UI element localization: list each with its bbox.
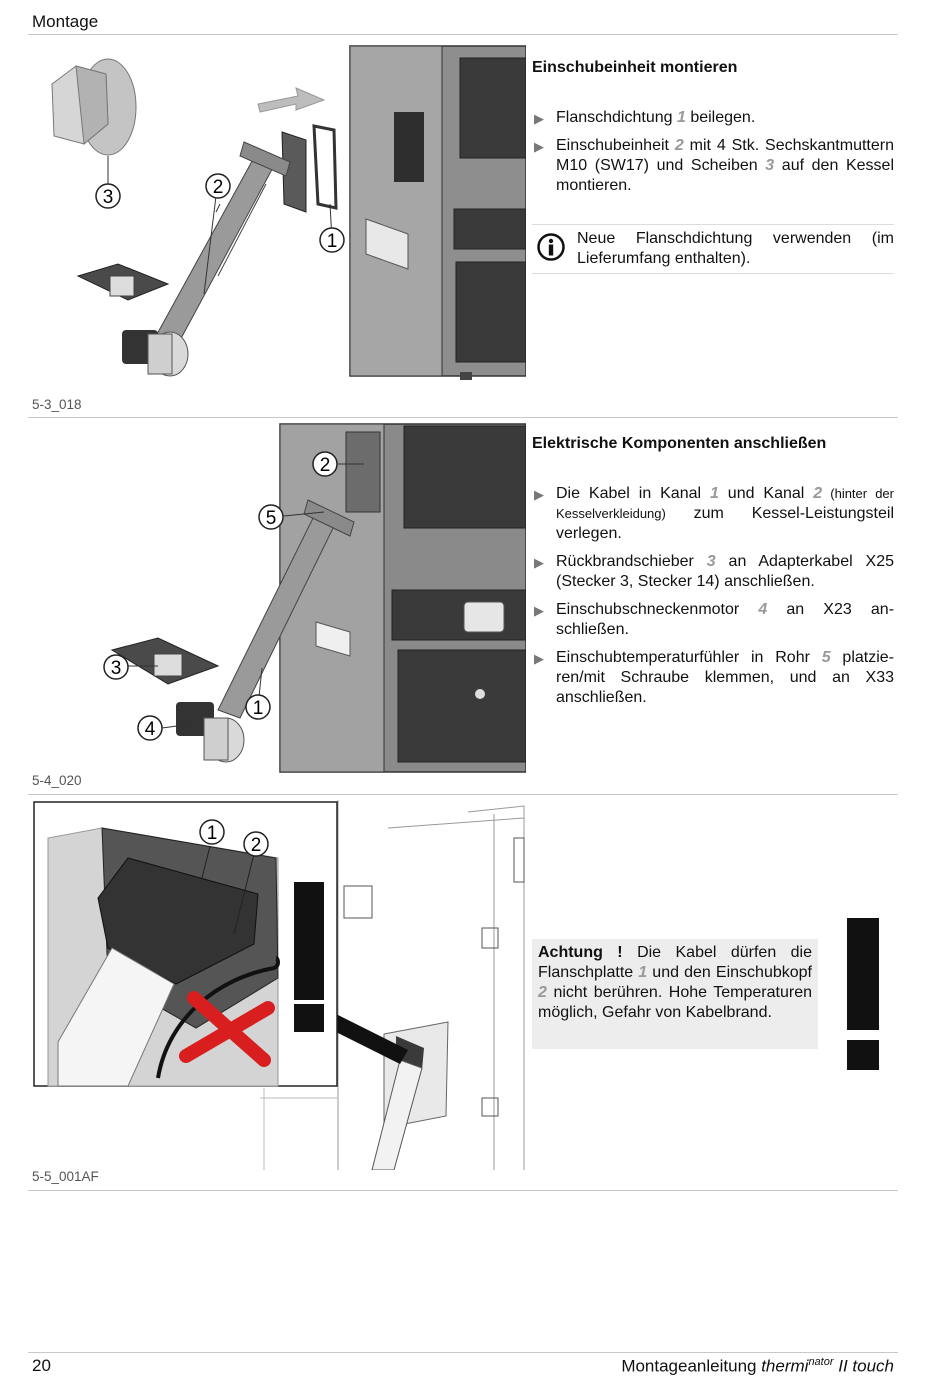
callout-1 bbox=[246, 695, 270, 719]
bullet-triangle-icon: ▶ bbox=[534, 651, 544, 666]
bullet-triangle-icon: ▶ bbox=[534, 603, 544, 618]
section-divider bbox=[28, 1190, 898, 1191]
info-text: Neue Flanschdichtung verwenden (im Lieferumfang enthalten). bbox=[577, 230, 894, 267]
bullet-triangle-icon: ▶ bbox=[534, 555, 544, 570]
section-title: Einschubeinheit montieren bbox=[532, 59, 738, 76]
info-icon bbox=[537, 233, 565, 261]
step-item: ▶ Die Kabel in Kanal 1 und Kanal 2 (hinter der Kesselverkleidung) zum Kessel-Leistungsteil verlegen. bbox=[534, 485, 894, 542]
bullet-triangle-icon: ▶ bbox=[534, 111, 544, 126]
svg-text:3: 3 bbox=[102, 187, 114, 208]
section-divider bbox=[28, 417, 898, 418]
section-header: Montage bbox=[32, 12, 99, 31]
header-divider bbox=[28, 34, 898, 35]
warning-box: Achtung ! Die Kabel dürfen die Flanschplatte 1 und den Einschubkopf 2 nicht berühren. Hohe Temperaturen möglich, Gefahr von Kabelbrand. bbox=[532, 939, 818, 1049]
step-item: ▶ Einschubeinheit 2 mit 4 Stk. Sechskantmuttern M10 (SW17) und Scheiben 3 auf den Kessel montieren. bbox=[534, 137, 895, 194]
callout-3 bbox=[104, 655, 128, 679]
callout-2 bbox=[244, 832, 268, 856]
page-number: 20 bbox=[32, 1356, 51, 1375]
step-item: ▶ Einschubschneckenmotor 4 an X23 anschließen. bbox=[534, 601, 895, 638]
step-item: ▶ Einschubtemperaturfühler in Rohr 5 platzieren/mit Schraube klemmen, und an X33 anschließen. bbox=[534, 649, 894, 706]
section-text-electrical bbox=[532, 434, 894, 708]
figure-caption: 5-3_018 bbox=[32, 397, 82, 412]
step-item: ▶ Rückbrandschieber 3 an Adapterkabel X25 (Stecker 3, Stecker 14) anschließen. bbox=[534, 553, 894, 590]
section-divider bbox=[28, 794, 898, 795]
svg-text:2: 2 bbox=[250, 835, 262, 856]
exclamation-warning-icon bbox=[845, 918, 881, 1070]
figure-caption: 5-4_020 bbox=[32, 773, 82, 788]
callout-2 bbox=[206, 174, 230, 198]
warning-label: Achtung ! bbox=[538, 944, 623, 961]
svg-text:2: 2 bbox=[319, 455, 331, 476]
callout-2 bbox=[313, 452, 337, 476]
bullet-triangle-icon: ▶ bbox=[534, 139, 544, 154]
svg-text:1: 1 bbox=[252, 698, 264, 719]
step-item: ▶ Flanschdichtung 1 beilegen. bbox=[532, 108, 894, 128]
figure-installation-unit bbox=[28, 44, 526, 394]
info-note bbox=[532, 224, 894, 274]
document-title: Montageanleitung thermi$^{nator}$ II touch bbox=[621, 1356, 894, 1376]
section-text-mount bbox=[532, 58, 894, 196]
svg-text:2: 2 bbox=[212, 177, 224, 198]
section-title: Elektrische Komponenten anschließen bbox=[532, 435, 827, 452]
bullet-triangle-icon: ▶ bbox=[534, 487, 544, 502]
footer-divider bbox=[28, 1352, 898, 1353]
svg-text:1: 1 bbox=[326, 231, 338, 252]
figure-caption: 5-5_001AF bbox=[32, 1169, 99, 1184]
svg-text:5: 5 bbox=[265, 508, 277, 529]
callout-4 bbox=[138, 716, 162, 740]
figure-electrical-components bbox=[28, 422, 526, 774]
callout-3 bbox=[96, 184, 120, 208]
figure-cable-warning bbox=[28, 798, 526, 1170]
callout-5 bbox=[259, 505, 283, 529]
callout-1 bbox=[200, 820, 224, 844]
callout-1 bbox=[320, 228, 344, 252]
svg-text:4: 4 bbox=[144, 719, 156, 740]
svg-text:1: 1 bbox=[206, 823, 218, 844]
svg-text:3: 3 bbox=[110, 658, 122, 679]
